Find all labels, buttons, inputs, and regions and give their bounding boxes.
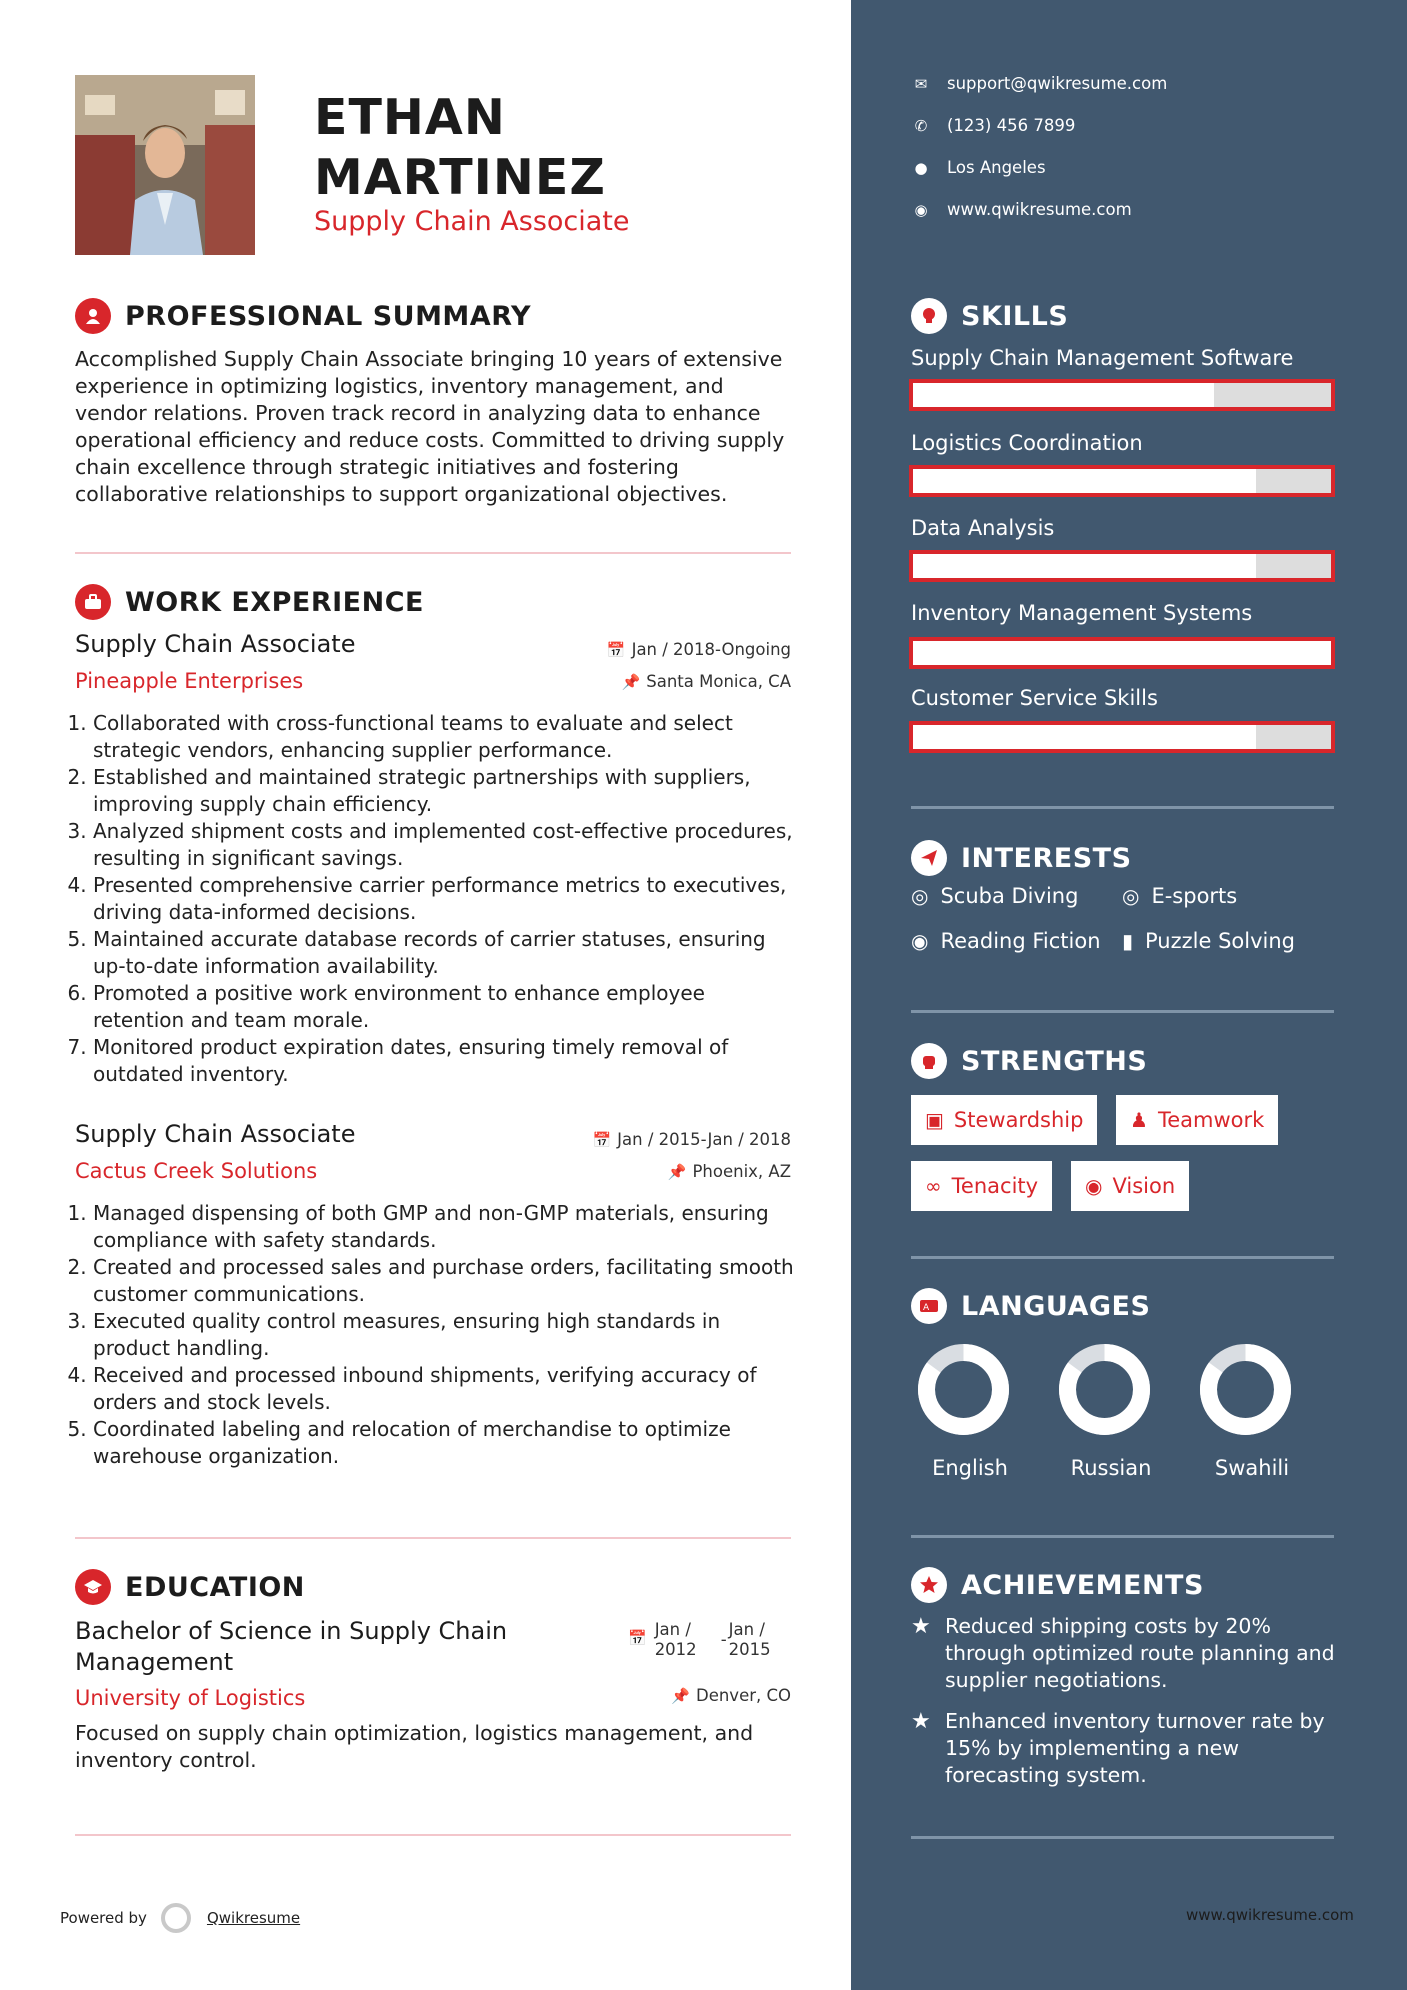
achievements-title: ACHIEVEMENTS [961, 1569, 1204, 1601]
interest-item [1122, 929, 1295, 953]
summary-text: Accomplished Supply Chain Associate bringing 10 years of extensive experience in optimizing logistics, inventory management, and vendor relations. Proven track record in analyzing data to enhance operational efficiency and reduce costs. Committed to driving supply chain excellence through strategic initiatives and fostering collaborative relationships to support organizational objectives. [75, 347, 785, 506]
job-1-dates [607, 640, 791, 659]
job-2-dates [592, 1130, 791, 1149]
edu-start-year: 2012 [654, 1640, 697, 1659]
paper-plane-icon [911, 840, 947, 876]
edu-end-month: Jan / [728, 1620, 765, 1639]
skills-heading [911, 298, 1068, 334]
skill-name: Supply Chain Management Software [911, 346, 1294, 370]
degree [75, 1616, 507, 1678]
job-1-title: Supply Chain Associate [75, 630, 356, 658]
skill-name: Inventory Management Systems [911, 601, 1253, 625]
achievement-text: Enhanced inventory turnover rate by 15% by implementing a new forecasting system. [945, 1709, 1325, 1787]
achievement-item [911, 1613, 1351, 1694]
skill-bar [909, 637, 1335, 669]
list-item: 5. Maintained accurate database records of carrier statuses, ensuring up-to-date information availability. [93, 926, 795, 980]
language-ring-chart [916, 1342, 1011, 1437]
contact-location [911, 158, 1046, 177]
contact-phone [911, 116, 1075, 135]
contact-website [911, 200, 1132, 219]
strengths-title: STRENGTHS [961, 1045, 1148, 1077]
star-icon [911, 1567, 947, 1603]
job-2-company: Cactus Creek Solutions [75, 1159, 318, 1183]
edu-date-dash: - [720, 1630, 727, 1649]
strength-label: Stewardship [953, 1108, 1084, 1132]
list-item: 6. Promoted a positive work environment to enhance employee retention and team morale. [93, 980, 795, 1034]
phone-text: (123) 456 7899 [947, 116, 1076, 135]
strengths-heading [911, 1043, 1147, 1079]
sidebar-divider [911, 1010, 1334, 1013]
star-icon: ★ [911, 1709, 931, 1734]
education-title: EDUCATION [125, 1571, 305, 1603]
pin-icon: 📌 [671, 1687, 690, 1705]
graduation-icon [75, 1569, 111, 1605]
interest-item [1122, 884, 1237, 908]
list-item: 4. Presented comprehensive carrier performance metrics to executives, driving data-informed decisions. [93, 872, 795, 926]
education-location [671, 1686, 791, 1705]
section-divider [75, 1537, 791, 1539]
star-icon: ★ [911, 1614, 931, 1639]
qwikresume-link[interactable]: Qwikresume [206, 1909, 301, 1927]
user-icon [75, 298, 111, 334]
sidebar-divider [911, 1836, 1334, 1839]
pin-icon: 📌 [621, 673, 641, 691]
calendar-icon: 📅 [592, 1131, 612, 1149]
toolbox-icon: ▣ [925, 1108, 944, 1132]
list-item: 2. Created and processed sales and purchase orders, facilitating smooth customer communications. [93, 1254, 795, 1308]
list-item: 4. Received and processed inbound shipments, verifying accuracy of orders and stock levels. [93, 1362, 795, 1416]
calendar-icon: 📅 [628, 1629, 647, 1647]
summary-title: PROFESSIONAL SUMMARY [125, 300, 532, 332]
users-icon: ♟ [1130, 1108, 1148, 1132]
experience-heading [75, 584, 424, 620]
translate-icon [911, 1288, 947, 1324]
envelope-icon: ✉ [914, 74, 928, 93]
interest-item [911, 929, 1101, 953]
list-item: 1. Collaborated with cross-functional teams to evaluate and select strategic vendors, enhancing supplier performance. [93, 710, 795, 764]
education-description: Focused on supply chain optimization, logistics management, and inventory control. [75, 1721, 754, 1772]
interest-label: Scuba Diving [940, 884, 1079, 908]
strength-label: Vision [1112, 1174, 1176, 1198]
svg-text:A: A [923, 1303, 930, 1313]
lightbulb-icon [911, 298, 947, 334]
skill-bar [909, 550, 1335, 582]
job-title: Supply Chain Associate [314, 206, 630, 237]
footer-website[interactable]: www.qwikresume.com [1186, 1906, 1354, 1924]
job-2-dates-text: Jan / 2015-Jan / 2018 [617, 1130, 791, 1149]
profile-photo [75, 75, 255, 255]
degree-line-1: Bachelor of Science in Supply Chain [75, 1617, 508, 1645]
language-name: Swahili [1214, 1456, 1290, 1480]
pin-icon: 📌 [667, 1163, 687, 1181]
language-ring [1057, 1342, 1152, 1441]
skill-bar-fill [913, 725, 1256, 749]
skill-bar-fill [913, 641, 1331, 665]
education-location-text: Denver, CO [695, 1686, 791, 1705]
life-ring-icon: ◎ [1122, 884, 1140, 908]
fist-icon [911, 1043, 947, 1079]
skill-name: Data Analysis [911, 516, 1055, 540]
life-ring-icon: ◎ [911, 884, 929, 908]
strength-label: Teamwork [1157, 1108, 1265, 1132]
list-item: 3. Executed quality control measures, ensuring high standards in product handling. [93, 1308, 795, 1362]
education-heading [75, 1569, 305, 1605]
language-ring-chart [1198, 1342, 1293, 1437]
job-1-dates-text: Jan / 2018-Ongoing [631, 640, 791, 659]
list-item: 1. Managed dispensing of both GMP and non-GMP materials, ensuring compliance with safety standards. [93, 1200, 795, 1254]
location-text: Los Angeles [947, 158, 1046, 177]
skill-name: Customer Service Skills [911, 686, 1158, 710]
degree-line-2: Management [75, 1648, 234, 1676]
list-item: 7. Monitored product expiration dates, ensuring timely removal of outdated inventory. [93, 1034, 795, 1088]
phone-icon: ✆ [914, 116, 928, 135]
language-ring-chart [1057, 1342, 1152, 1437]
calendar-icon: 📅 [606, 641, 626, 659]
interests-heading [911, 840, 1132, 876]
interest-label: Puzzle Solving [1145, 929, 1296, 953]
strength-tag [1071, 1161, 1189, 1211]
languages-title: LANGUAGES [961, 1290, 1151, 1322]
skill-bar [909, 379, 1335, 411]
strength-tag [1116, 1095, 1278, 1145]
name-line-2: MARTINEZ [314, 149, 606, 206]
job-1-company: Pineapple Enterprises [75, 669, 304, 693]
strength-tag [911, 1161, 1052, 1211]
gamepad-icon: ◉ [911, 929, 929, 953]
globe-icon: ◉ [914, 200, 928, 219]
language-ring [916, 1342, 1011, 1441]
job-2-title: Supply Chain Associate [75, 1120, 356, 1148]
binoculars-icon: ◉ [1085, 1174, 1103, 1198]
qwikresume-logo-icon [161, 1903, 191, 1933]
skill-bar-fill [913, 383, 1214, 407]
sidebar-divider [911, 806, 1334, 809]
achievement-item [911, 1708, 1351, 1789]
interest-label: E-sports [1151, 884, 1238, 908]
list-item: 5. Coordinated labeling and relocation of merchandise to optimize warehouse organization. [93, 1416, 795, 1470]
job-1-location [622, 672, 791, 691]
language-ring [1198, 1342, 1293, 1441]
achievement-text: Reduced shipping costs by 20% through optimized route planning and supplier negotiations. [945, 1614, 1335, 1692]
summary-heading [75, 298, 531, 334]
section-divider [75, 1834, 791, 1836]
candidate-name [314, 88, 606, 208]
edu-end-year: 2015 [728, 1640, 771, 1659]
list-item: 3. Analyzed shipment costs and implemented cost-effective procedures, resulting in significant savings. [93, 818, 795, 872]
skill-bar [909, 465, 1335, 497]
website-text[interactable]: www.qwikresume.com [947, 200, 1132, 219]
achievements-heading [911, 1567, 1204, 1603]
job-2-location [668, 1162, 791, 1181]
skill-bar [909, 721, 1335, 753]
skill-name: Logistics Coordination [911, 431, 1143, 455]
job-2-location-text: Phoenix, AZ [692, 1162, 791, 1181]
name-line-1: ETHAN [314, 89, 506, 146]
school-name: University of Logistics [75, 1686, 306, 1710]
skills-title: SKILLS [961, 300, 1069, 332]
list-item: 2. Established and maintained strategic partnerships with suppliers, improving supply chain efficiency. [93, 764, 795, 818]
skill-bar-fill [913, 469, 1256, 493]
sidebar-divider [911, 1256, 1334, 1259]
edu-start [655, 1620, 697, 1660]
job-2-responsibilities [75, 1200, 795, 1470]
section-divider [75, 552, 791, 554]
languages-heading [911, 1288, 1150, 1324]
language-name: English [932, 1456, 1008, 1480]
sidebar-divider [911, 1535, 1334, 1538]
language-name: Russian [1070, 1456, 1152, 1480]
strength-label: Tenacity [951, 1174, 1039, 1198]
email-text[interactable]: support@qwikresume.com [947, 74, 1168, 93]
location-pin-icon: ● [914, 158, 928, 177]
job-1-responsibilities [75, 710, 795, 1088]
strength-tag [911, 1095, 1097, 1145]
interest-label: Reading Fiction [940, 929, 1101, 953]
job-1-location-text: Santa Monica, CA [646, 672, 791, 691]
briefcase-icon [75, 584, 111, 620]
edu-end [729, 1620, 771, 1660]
interest-item [911, 884, 1078, 908]
book-icon: ▮ [1122, 929, 1134, 953]
education-dates [628, 1620, 771, 1660]
experience-title: WORK EXPERIENCE [125, 586, 424, 618]
interests-title: INTERESTS [961, 842, 1132, 874]
link-icon: ∞ [925, 1174, 942, 1198]
edu-start-month: Jan / [654, 1620, 691, 1639]
skill-bar-fill [913, 554, 1256, 578]
contact-email [911, 74, 1167, 93]
footer-powered-by [60, 1903, 300, 1933]
powered-by-label: Powered by [60, 1909, 147, 1927]
